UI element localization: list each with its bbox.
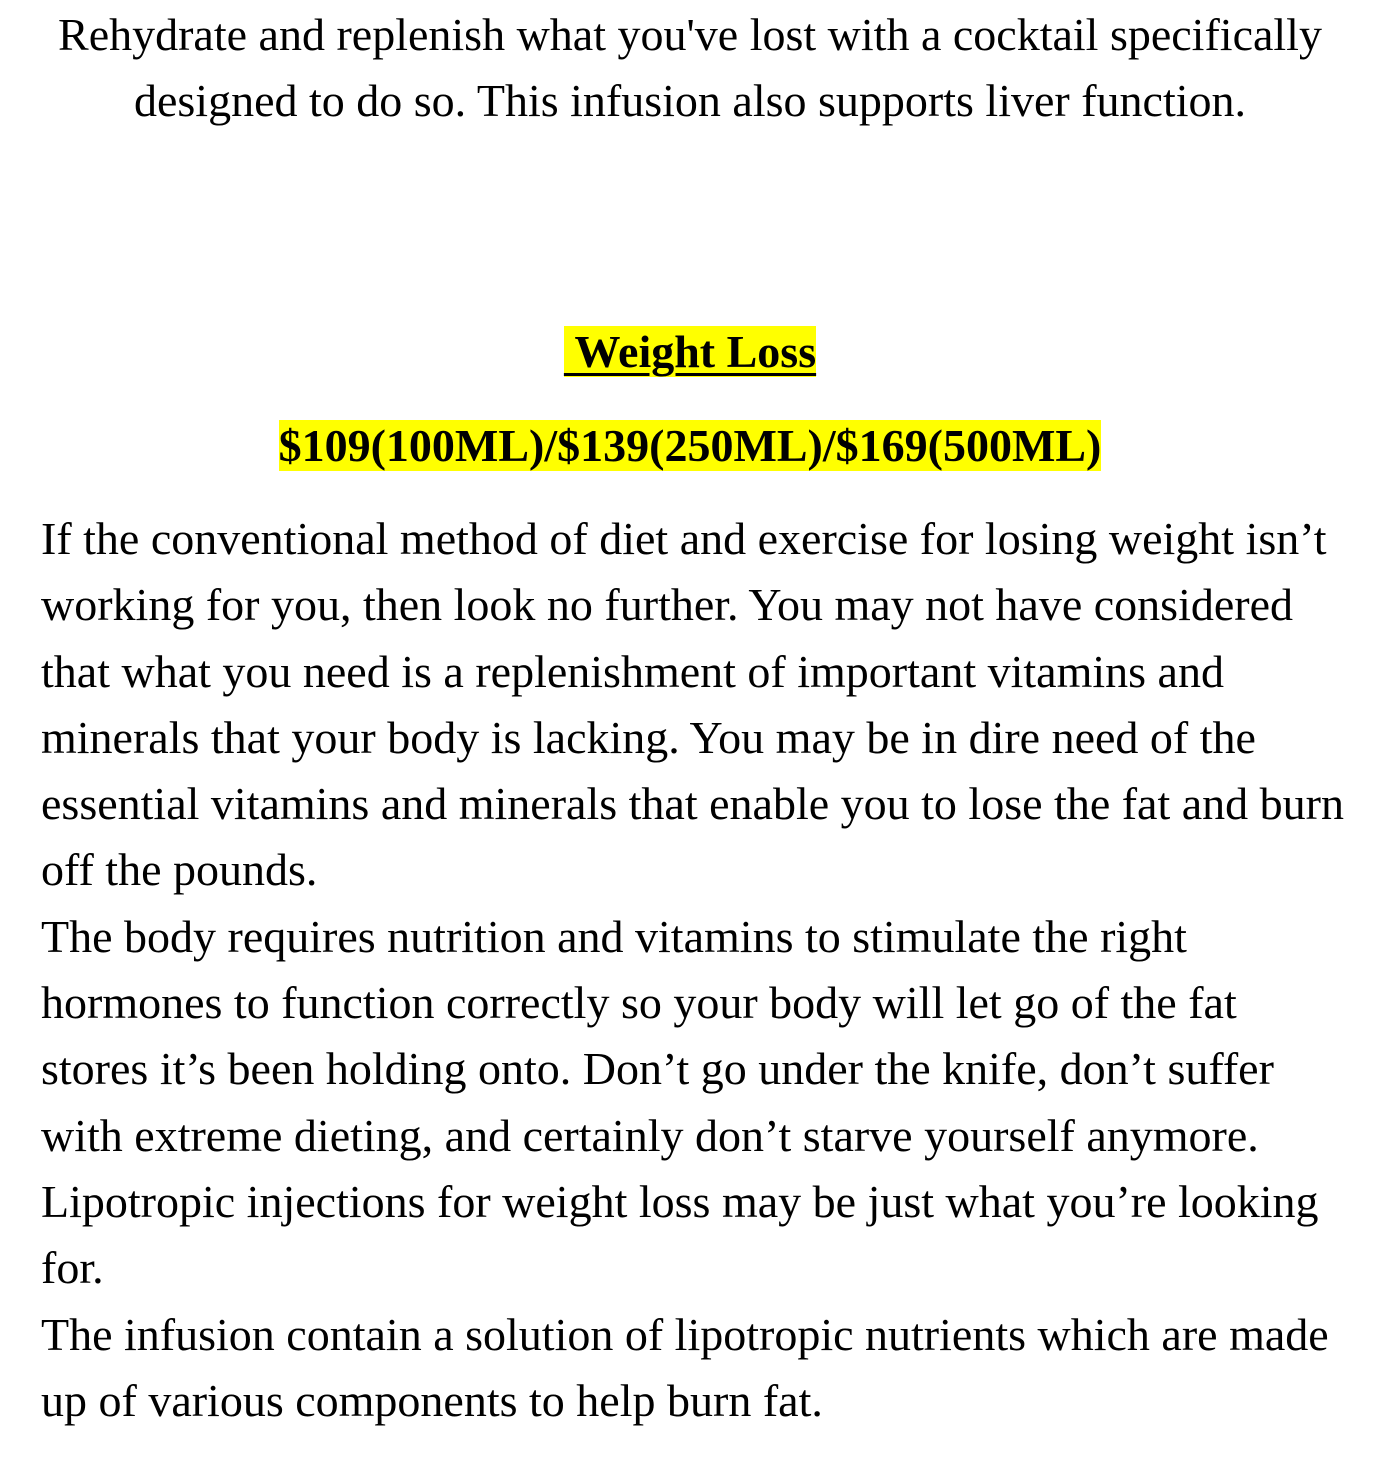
body-paragraph-2: The body requires nutrition and vitamins to stimulate the right hormones to function correctly so your body will let go of the fat stores it’s been holding onto. Don’t go under the knife, don’t suffer with extreme dieting, and certainly don’t starve yourself anymore. Lipotropic injections for weight loss may be just what you’re looking for. [41,910,1319,1294]
section-title: Weight Loss [563,326,817,377]
section-body [41,506,1351,1434]
body-paragraph-1: If the conventional method of diet and exercise for losing weight isn’t working for you, then look no further. You may not have considered that what you need is a replenishment of important vitamins and minerals that your body is lacking. You may be in dire need of the essential vitamins and minerals that enable you to lose the fat and burn off the pounds. [41,513,1344,896]
section-heading-line [0,321,1375,383]
intro-paragraph: Rehydrate and replenish what you've lost with a cocktail specifically designed to do so. This infusion also supports liver function. [58,9,1322,126]
price-list: $109(100ML)/$139(250ML)/$169(500ML) [278,420,1102,471]
body-paragraph-3: The infusion contain a solution of lipotropic nutrients which are made up of various components to help burn fat. [41,1308,1329,1426]
price-line [0,415,1375,477]
